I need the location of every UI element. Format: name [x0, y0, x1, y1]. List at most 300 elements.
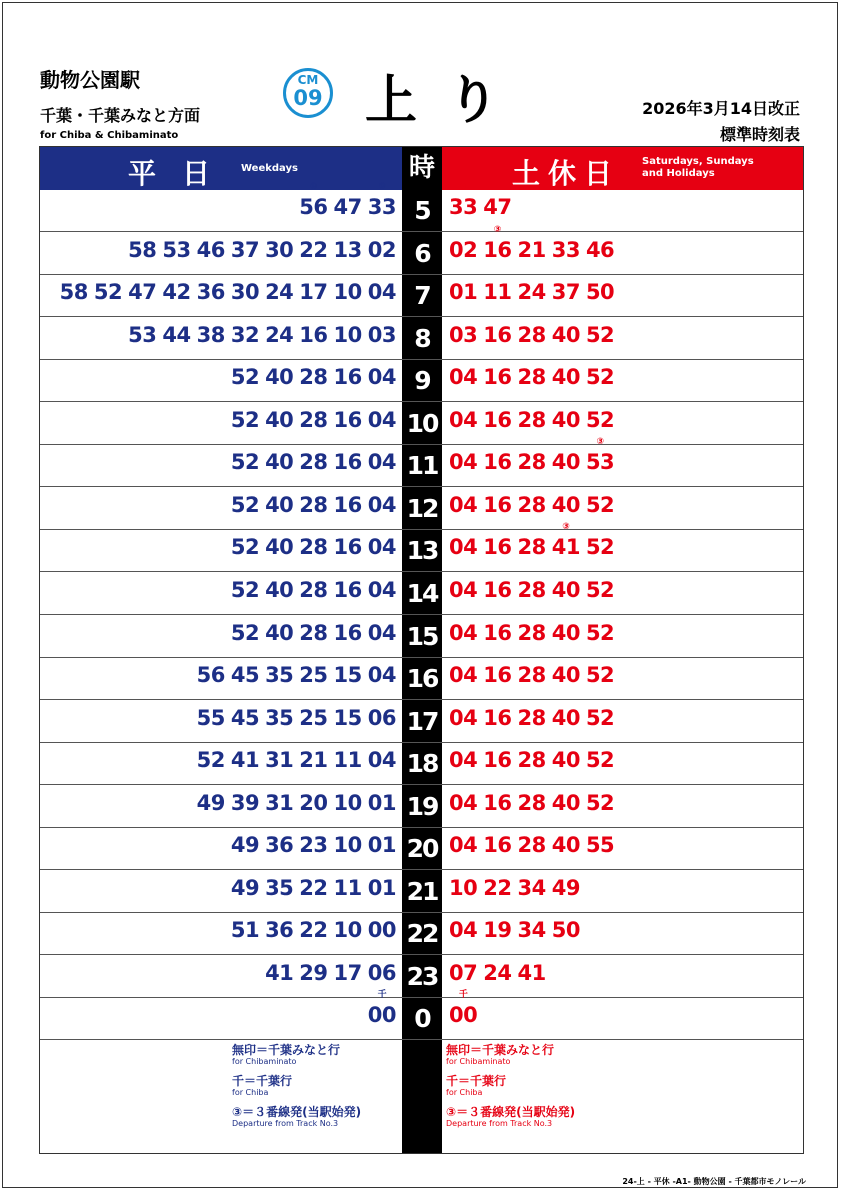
weekday-departure-minute: 52	[230, 450, 260, 475]
holiday-departure-minute: 52	[585, 577, 615, 602]
holiday-departure-minute: 19	[483, 918, 512, 943]
weekday-departure-minute: 16	[333, 620, 362, 645]
holiday-departure-minute: 28	[517, 450, 546, 475]
holiday-departure-minute: 53 ③	[585, 437, 615, 475]
hour-label: 20	[406, 834, 438, 864]
weekday-departure-minute: 22	[299, 237, 328, 262]
holiday-departure-minute: 50	[551, 918, 580, 943]
weekday-departure-minute: 24	[265, 322, 294, 347]
hour-label: 13	[406, 536, 438, 566]
weekday-departure-minute: 29	[299, 960, 328, 985]
weekday-departure-minute: 11	[333, 875, 362, 900]
weekday-departure-minute: 56 ③	[299, 182, 328, 219]
holiday-departure-minute: 50	[585, 280, 615, 305]
holiday-departure-minute: 28	[517, 322, 546, 347]
weekday-departure-minute: 04	[367, 492, 396, 517]
table-row	[40, 488, 803, 533]
legend-item-en: Departure from Track No.3	[446, 1119, 553, 1128]
weekday-departure-minute: 15	[333, 663, 362, 688]
holiday-departure-minute: 04	[449, 833, 478, 858]
table-type: 標準時刻表	[719, 125, 800, 144]
legend-item-en: Departure from Track No.3	[232, 1119, 339, 1128]
holiday-departure-minute: 16	[483, 663, 512, 688]
hour-label: 19	[406, 791, 438, 821]
holiday-times	[446, 322, 617, 348]
weekday-times	[40, 662, 399, 688]
weekday-times	[40, 990, 399, 1028]
weekday-departure-minute: 52	[196, 748, 225, 773]
table-row	[40, 224, 803, 275]
holiday-times	[446, 960, 549, 986]
holiday-times	[446, 577, 617, 603]
holiday-departure-minute: 40	[551, 790, 580, 815]
hour-label: 16	[406, 664, 438, 694]
holiday-departure-minute: 11	[483, 280, 512, 305]
holiday-times	[446, 437, 617, 475]
weekday-departure-minute: 00	[367, 918, 396, 943]
weekday-departure-minute: 13	[333, 237, 362, 262]
holiday-label-en-line2: and Holidays	[642, 168, 715, 179]
table-row	[40, 828, 803, 870]
holiday-times	[446, 662, 617, 688]
weekday-departure-minute: 58	[128, 237, 157, 262]
weekday-departure-minute: 10	[333, 790, 362, 815]
departure-mark: 千	[377, 990, 387, 1001]
holiday-departure-minute: 52	[585, 748, 615, 773]
holiday-departure-minute: 04	[449, 577, 478, 602]
weekday-departure-minute: 28	[299, 407, 328, 432]
holiday-departure-minute: 52	[585, 407, 615, 432]
weekday-departure-minute: 06	[367, 960, 396, 985]
weekday-departure-minute: 31	[265, 748, 294, 773]
hour-label: 9	[414, 366, 430, 396]
holiday-times	[446, 747, 617, 773]
departure-mark: ③	[309, 182, 317, 192]
hour-label: 14	[406, 578, 438, 608]
weekday-departure-minute: 37	[230, 237, 260, 262]
holiday-times	[446, 790, 617, 816]
weekday-departure-minute: 16	[333, 407, 362, 432]
holiday-departure-minute: 03	[449, 322, 478, 347]
weekday-departure-minute: 03	[367, 322, 396, 347]
hour-label: 11	[406, 451, 438, 481]
weekday-departure-minute: 41	[230, 748, 260, 773]
holiday-departure-minute: 28	[517, 492, 546, 517]
station-number-badge	[283, 68, 333, 118]
holiday-departure-minute: 16	[483, 748, 512, 773]
holiday-times	[446, 182, 514, 220]
weekday-departure-minute: 04	[367, 663, 396, 688]
hour-label: 22	[406, 919, 438, 949]
weekday-departure-minute: 56	[196, 663, 225, 688]
holiday-departure-minute: 04	[449, 748, 478, 773]
weekday-departure-minute: 46	[196, 237, 225, 262]
table-row	[40, 743, 803, 785]
holiday-departure-minute: 28	[517, 705, 546, 730]
holiday-departure-minute: 16	[483, 535, 512, 560]
weekday-departure-minute: 40	[265, 450, 294, 475]
weekday-departure-minute: 01	[367, 790, 396, 815]
weekday-departure-minute: 10	[333, 833, 362, 858]
hour-label: 10	[406, 408, 438, 438]
hour-label: 15	[406, 621, 438, 651]
holiday-times	[446, 522, 617, 560]
weekday-departure-minute: 28	[299, 450, 328, 475]
holiday-departure-minute: 24	[517, 280, 546, 305]
table-row	[40, 913, 803, 955]
weekday-departure-minute: 02	[367, 237, 396, 262]
weekday-departure-minute: 24	[265, 280, 294, 305]
weekday-departure-minute: 38	[196, 322, 225, 347]
weekday-departure-minute: 04	[367, 620, 396, 645]
weekday-departure-minute: 16	[333, 492, 362, 517]
timetable	[39, 146, 804, 1154]
weekday-times	[40, 747, 399, 773]
weekday-departure-minute: 44	[162, 322, 191, 347]
holiday-departure-minute: 22	[483, 875, 512, 900]
holiday-departure-minute: 40	[551, 322, 580, 347]
weekday-departure-minute: 47	[128, 280, 157, 305]
holiday-departure-minute: 37	[551, 280, 580, 305]
legend-item-ja: 千＝千葉行	[446, 1074, 507, 1088]
holiday-departure-minute: 28	[517, 833, 546, 858]
weekday-times	[40, 534, 399, 560]
holiday-label-ja: 土休日	[512, 157, 621, 190]
departure-mark: ③	[562, 522, 570, 533]
badge-line-code: CM	[297, 73, 319, 87]
weekday-departure-minute: 52	[230, 407, 260, 432]
revision-date: 2026年3月14日改正	[642, 99, 800, 118]
weekday-departure-minute: 53	[128, 322, 157, 347]
weekday-departure-minute: 16	[299, 322, 328, 347]
holiday-departure-minute: 47	[483, 195, 512, 219]
weekday-departure-minute: 31	[265, 790, 294, 815]
holiday-departure-minute: 04	[449, 790, 478, 815]
badge-station-number: 09	[293, 86, 323, 110]
holiday-departure-minute: 28	[517, 577, 546, 602]
weekday-departure-minute: 28	[299, 620, 328, 645]
weekday-departure-minute: 36	[265, 833, 294, 858]
holiday-departure-minute: 33	[551, 237, 580, 262]
legend-item-ja: 無印＝千葉みなと行	[232, 1043, 341, 1057]
holiday-departure-minute: 02	[449, 237, 478, 262]
holiday-departure-minute: 04	[449, 365, 478, 390]
weekday-departure-minute: 49	[230, 875, 260, 900]
holiday-departure-minute: 55	[585, 833, 615, 858]
holiday-departure-minute: 16	[483, 492, 512, 517]
hour-label: 12	[406, 493, 438, 523]
legend-item-ja: ③＝３番線発(当駅始発)	[232, 1105, 362, 1119]
legend-item-ja: 無印＝千葉みなと行	[446, 1043, 555, 1057]
weekday-departure-minute: 52	[230, 492, 260, 517]
weekday-departure-minute: 04	[367, 748, 396, 773]
departure-mark: ③	[596, 437, 604, 448]
direction-en: for Chiba & Chibaminato	[40, 130, 179, 141]
holiday-times	[446, 224, 617, 263]
weekday-departure-minute: 21	[299, 748, 328, 773]
weekday-departure-minute: 40	[265, 407, 294, 432]
station-name: 動物公園駅	[40, 68, 140, 92]
weekday-departure-minute: 16	[333, 535, 362, 560]
holiday-departure-minute: 41 ③	[551, 522, 580, 560]
holiday-departure-minute: 16	[483, 365, 512, 390]
holiday-departure-minute: 52	[585, 535, 615, 560]
weekday-departure-minute: 42	[162, 280, 191, 305]
weekday-times	[40, 960, 399, 986]
weekday-departure-minute: 36	[196, 280, 225, 305]
direction-ja: 千葉・千葉みなと方面	[40, 106, 201, 125]
holiday-departure-minute: 52	[585, 790, 615, 815]
weekday-departure-minute: 17	[299, 280, 328, 305]
weekday-departure-minute: 39	[230, 790, 260, 815]
weekday-departure-minute: 25	[299, 705, 328, 730]
weekday-departure-minute: 36	[265, 918, 294, 943]
holiday-departure-minute: 28	[517, 790, 546, 815]
table-row	[40, 403, 803, 448]
holiday-departure-minute: 04	[449, 407, 478, 432]
table-row	[40, 437, 803, 487]
weekday-departure-minute: 40	[265, 620, 294, 645]
holiday-times	[446, 875, 583, 901]
holiday-departure-minute: 52	[585, 365, 615, 390]
weekday-departure-minute: 06	[367, 705, 396, 730]
holiday-departure-minute: 16	[483, 620, 512, 645]
weekday-times	[40, 577, 399, 603]
legend-item-ja: ③＝３番線発(当駅始発)	[446, 1105, 576, 1119]
weekday-times	[40, 620, 399, 646]
weekday-times	[40, 832, 399, 858]
departure-mark: ③	[459, 182, 467, 192]
holiday-departure-minute: 16 ③	[483, 224, 512, 262]
weekday-departure-minute: 28	[299, 577, 328, 602]
weekday-times	[40, 705, 399, 731]
weekday-departure-minute: 47	[333, 195, 362, 219]
table-row	[40, 275, 803, 317]
weekday-departure-minute: 10	[333, 280, 362, 305]
weekday-departure-minute: 52	[230, 535, 260, 560]
table-row	[40, 956, 803, 1001]
legend-item-en: for Chiba	[446, 1088, 483, 1097]
weekday-departure-minute: 04	[367, 577, 396, 602]
holiday-departure-minute: 04	[449, 663, 478, 688]
holiday-departure-minute: 28	[517, 535, 546, 560]
weekday-departure-minute: 41	[265, 960, 294, 985]
hour-label: 18	[406, 749, 438, 779]
holiday-departure-minute: 04	[449, 705, 478, 730]
weekday-departure-minute: 30	[265, 237, 294, 262]
departure-mark: ③	[378, 182, 386, 192]
holiday-departure-minute: 40	[551, 705, 580, 730]
weekday-times	[40, 917, 399, 943]
weekday-departure-minute: 20	[299, 790, 328, 815]
holiday-times	[446, 917, 583, 943]
holiday-departure-minute: 40	[551, 663, 580, 688]
weekday-departure-minute: 04	[367, 407, 396, 432]
weekday-departure-minute: 04	[367, 365, 396, 390]
holiday-departure-minute: 40	[551, 407, 580, 432]
weekday-departure-minute: 51	[230, 918, 260, 943]
holiday-departure-minute: 52	[585, 620, 615, 645]
hour-header: 時	[402, 147, 442, 190]
weekday-departure-minute: 53	[162, 237, 191, 262]
holiday-departure-minute: 40	[551, 833, 580, 858]
table-row	[40, 522, 803, 572]
holiday-departure-minute: 16	[483, 833, 512, 858]
weekday-departure-minute: 16	[333, 577, 362, 602]
legend-item-en: for Chibaminato	[232, 1057, 297, 1066]
weekday-times	[40, 322, 399, 348]
holiday-departure-minute: 04	[449, 918, 478, 943]
holiday-departure-minute: 40	[551, 450, 580, 475]
weekday-departure-minute: 40	[265, 365, 294, 390]
holiday-departure-minute: 16	[483, 577, 512, 602]
weekday-departure-minute: 52	[93, 280, 123, 305]
holiday-times	[446, 620, 617, 646]
hour-label: 8	[414, 323, 430, 353]
weekday-times	[40, 407, 399, 433]
weekday-times	[40, 492, 399, 518]
weekday-label-ja: 平日	[128, 157, 237, 190]
weekday-departure-minute: 04	[367, 535, 396, 560]
legend-item-ja: 千＝千葉行	[232, 1074, 293, 1088]
weekday-departure-minute: 17	[333, 960, 362, 985]
weekday-departure-minute: 22	[299, 918, 328, 943]
holiday-times	[446, 832, 617, 858]
weekday-departure-minute: 32	[230, 322, 260, 347]
legend-item-en: for Chiba	[232, 1088, 269, 1097]
weekday-departure-minute: 52	[230, 365, 260, 390]
weekday-times	[40, 237, 399, 263]
legend-weekday	[232, 1043, 361, 1136]
holiday-departure-minute: 16	[483, 450, 512, 475]
table-row	[40, 360, 803, 402]
weekday-departure-minute: 16	[333, 450, 362, 475]
weekday-departure-minute: 40	[265, 577, 294, 602]
weekday-departure-minute: 04	[367, 280, 396, 305]
weekday-header	[40, 147, 402, 190]
departure-mark: ③	[493, 224, 501, 235]
holiday-departure-minute: 04	[449, 450, 478, 475]
footer-code: 24-上 - 平休 -A1- 動物公園 - 千葉都市モノレール	[622, 1177, 806, 1186]
holiday-departure-minute: 28	[517, 407, 546, 432]
weekday-departure-minute: 52	[230, 577, 260, 602]
holiday-departure-minute: 34	[517, 875, 546, 900]
weekday-times	[40, 364, 399, 390]
departure-mark: 千	[458, 990, 468, 1001]
hour-label: 7	[414, 281, 430, 311]
weekday-departure-minute: 01	[367, 875, 396, 900]
holiday-departure-minute: 40	[551, 620, 580, 645]
holiday-departure-minute: 34	[517, 918, 546, 943]
holiday-times	[446, 364, 617, 390]
legend-item-en: for Chibaminato	[446, 1057, 511, 1066]
holiday-departure-minute: 40	[551, 577, 580, 602]
weekday-departure-minute: 40	[265, 492, 294, 517]
holiday-departure-minute: 40	[551, 748, 580, 773]
holiday-departure-minute: 28	[517, 663, 546, 688]
holiday-departure-minute: 24	[483, 960, 512, 985]
weekday-times	[40, 875, 399, 901]
weekday-departure-minute: 35	[265, 663, 294, 688]
hour-label: 23	[406, 961, 438, 991]
holiday-departure-minute: 28	[517, 620, 546, 645]
holiday-departure-minute: 04	[449, 620, 478, 645]
holiday-departure-minute: 52	[585, 492, 615, 517]
holiday-departure-minute: 40	[551, 492, 580, 517]
holiday-times	[446, 279, 617, 305]
holiday-departure-minute: 00 千	[449, 990, 478, 1028]
holiday-departure-minute: 10	[449, 875, 478, 900]
holiday-departure-minute: 40	[551, 365, 580, 390]
holiday-departure-minute: 16	[483, 790, 512, 815]
table-row	[40, 658, 803, 700]
weekday-times	[40, 790, 399, 816]
weekday-departure-minute: 52	[230, 620, 260, 645]
weekday-departure-minute: 10	[333, 322, 362, 347]
weekday-departure-minute: 35	[265, 705, 294, 730]
weekday-departure-minute: 16	[333, 365, 362, 390]
hour-label: 5	[414, 196, 430, 225]
holiday-departure-minute: 07	[449, 960, 478, 985]
table-row	[40, 786, 803, 828]
holiday-departure-minute: 52	[585, 322, 615, 347]
holiday-departure-minute: 49	[551, 875, 580, 900]
weekday-times	[40, 449, 399, 475]
weekday-departure-minute: 45	[230, 705, 260, 730]
hour-label: 6	[414, 238, 430, 268]
holiday-departure-minute: 16	[483, 705, 512, 730]
weekday-departure-minute: 49	[196, 790, 225, 815]
holiday-label-en	[642, 156, 754, 180]
table-row	[40, 573, 803, 615]
holiday-departure-minute: 46	[585, 237, 615, 262]
holiday-departure-minute: 16	[483, 322, 512, 347]
weekday-departure-minute: 28	[299, 492, 328, 517]
weekday-times	[40, 182, 399, 220]
weekday-label-en: Weekdays	[241, 163, 298, 174]
holiday-departure-minute: 04	[449, 492, 478, 517]
holiday-departure-minute: 04	[449, 535, 478, 560]
weekday-departure-minute: 33 ③	[367, 182, 396, 219]
weekday-departure-minute: 49	[230, 833, 260, 858]
table-row	[40, 990, 803, 1040]
hour-label: 17	[406, 706, 438, 736]
weekday-departure-minute: 22	[299, 875, 328, 900]
weekday-departure-minute: 00 千	[367, 990, 396, 1028]
weekday-departure-minute: 23	[299, 833, 328, 858]
weekday-departure-minute: 30	[230, 280, 260, 305]
weekday-times	[40, 279, 399, 305]
table-row	[40, 701, 803, 743]
weekday-departure-minute: 58	[59, 280, 88, 305]
holiday-label-en-line1: Saturdays, Sundays	[642, 156, 754, 167]
holiday-departure-minute: 21	[517, 237, 546, 262]
table-row	[40, 318, 803, 360]
holiday-departure-minute: 41	[517, 960, 546, 985]
weekday-departure-minute: 35	[265, 875, 294, 900]
holiday-header	[442, 147, 803, 190]
table-row	[40, 616, 803, 658]
weekday-departure-minute: 15	[333, 705, 362, 730]
page-title: 上り	[365, 71, 530, 131]
holiday-departure-minute: 28	[517, 365, 546, 390]
holiday-departure-minute: 52	[585, 705, 615, 730]
weekday-departure-minute: 28	[299, 535, 328, 560]
holiday-departure-minute: 33 ③	[449, 182, 478, 219]
weekday-departure-minute: 04	[367, 450, 396, 475]
holiday-times	[446, 990, 480, 1028]
hour-label: 0	[414, 1004, 430, 1034]
